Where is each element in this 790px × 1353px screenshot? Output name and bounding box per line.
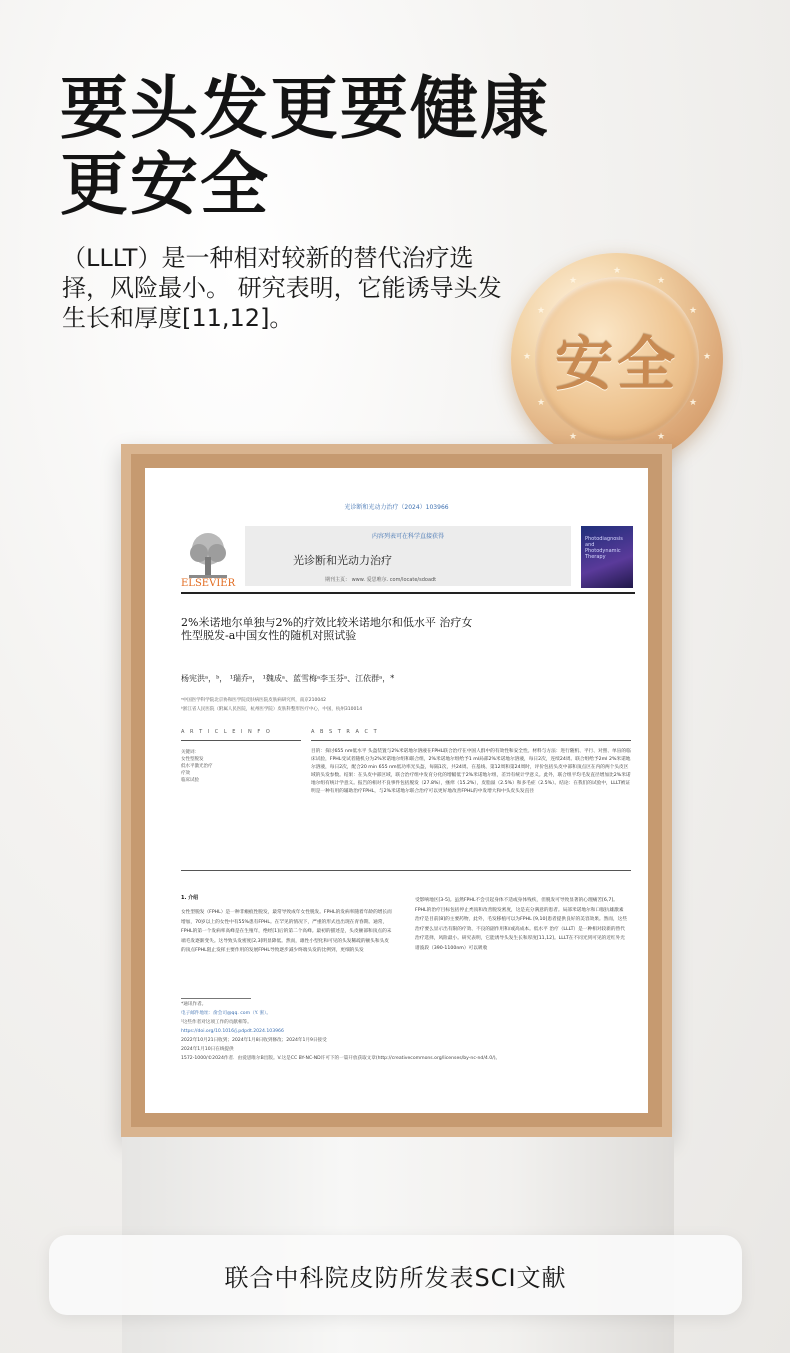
headline-line-2: 更安全 — [60, 146, 271, 225]
footnote-online: 2024年1月10日在线提供 — [181, 1047, 234, 1052]
footnote-doi: https://doi.org/10.1016/j.pdpdt.2024.103966 — [181, 1029, 284, 1034]
keywords: 关键词： 女性型脱发 低水平激光治疗 疗效 临床试验 — [181, 750, 213, 783]
svg-text:★: ★ — [688, 306, 698, 316]
footnote-equal: ¹这些作者对这项工作的贡献相等。 — [181, 1020, 252, 1025]
footnote-license: 1572-1000/©2024作者．由爱思唯尔B出版。V.这是CC BY-NC-ND许可下的一篇开放获取文章(http://creativecommons.org/licenses/by-nc-nd/4.0/)。 — [181, 1056, 501, 1061]
safety-medal — [511, 253, 723, 465]
intro-column-left: 女性型脱发（FPHL）是一种非瘢痕性脱发，最常导致成年女性脱发。FPHL的发病率随着年龄的增长而增加，70岁以上的女性中有55%患有FPHL。在罕见的情况下，严重的形式也出现在青春期。通常，FPHL的第一个发病率高峰是在生殖年，绝经[1]后的第二个高峰。最初的描述是，头皮额部和顶点的末端毛发逐渐变失。这导致头发密度[2,3]明显降低。然而，雄性小型化和可见的头发稀疏的额头和头皮的顶点FPHL阻止发挥主要作用的发展FPHL导致逐步减少终端头发的比例到，更细的头发 — [181, 910, 392, 953]
abstract-text: 目的：探讨655 nm低水平 头盔装置与2%米诺地尔溶液在FPHL联合治疗在中国人群中的有效性和安全性。材料与方法：进行随机、平行、对照、单盲的临床试验，FPHL受试者随机分为2%米诺地尔组和联合组，2%米诺地尔组给予1 ml局部2%米诺地尔溶液，每日2次，连续24周。联合组给予2ml 2%米诺地尔溶液，每日2次，配合20 min 655 nm低功率光头盔，每隔1次，共24周。在基线、第12周和第24周时，评价包括头皮中部和顶点区在内的两个头皮区域的头发参数。结果：在头皮中部区域，联合治疗组中发育分化的增幅低于2%米诺地尔组，差异有统计学意义。此外，联合组平均毛发直径增加比2%米诺地尔组有统计学意义。报告的相对不良事件包括脱发（27.8%），瘙痒（15.2%），皮脂溢（2.5%）和多毛症（2.5%）。结论：在我们的试验中，LLLT被证明是一种有用的辅助治疗FPHL，与2%米诺地尔联合治疗可以更好地改善FPHL的中发增大和中头皮头发直径 — [311, 749, 631, 794]
bottom-caption-bar — [49, 1235, 742, 1315]
journal-cover-title: Photodiagnosis and Photodynamic Therapy — [585, 536, 623, 560]
affiliation-a: ᵃ中国医学科学院北京协和医学院皮肤病医院皮肤病研究所，南京210042 — [181, 698, 326, 703]
article-authors: 杨宪洪ᵃ，ᵇ， ¹瑞乔ᵃ， ¹魏成ᵃ、蓝雪梅ᵃ李玉芬ᵃ、江依群ᵃ，* — [181, 674, 395, 683]
affiliation-b: ᵇ浙江省人民医院（附属人民医院，杭州医学院）皮肤科整形医疗中心，中国，杭州310014 — [181, 707, 363, 712]
affiliations — [181, 696, 621, 714]
journal-banner — [245, 526, 571, 586]
svg-text:★: ★ — [568, 432, 578, 442]
article-info-heading: A R T I C L E I N F O — [181, 729, 272, 735]
svg-text:★: ★ — [656, 276, 666, 286]
article-title: 2%米诺地尔单独与2%的疗效比较米诺地尔和低水平 治疗女性型脱发-a中国女性的随机对照试验 — [181, 616, 473, 642]
journal-cover — [581, 526, 633, 588]
journal-header — [181, 526, 635, 594]
paper-page — [145, 468, 648, 1113]
medal-label: 安全 — [554, 330, 679, 398]
svg-text:★: ★ — [702, 352, 712, 362]
svg-text:★: ★ — [536, 398, 546, 408]
bottom-caption: 联合中科院皮防所发表SCI文献 — [224, 1263, 567, 1292]
svg-text:★: ★ — [688, 398, 698, 408]
svg-text:★: ★ — [522, 352, 532, 362]
svg-text:★: ★ — [536, 306, 546, 316]
subtext: （LLLT）是一种相对较新的替代治疗选择，风险最小。 研究表明，它能诱导头发生长和厚度[11,12]。 — [62, 244, 502, 332]
journal-citation: 光诊断和光动力治疗（2024）103966 — [344, 504, 449, 511]
svg-text:★: ★ — [568, 276, 578, 286]
svg-text:★: ★ — [656, 432, 666, 442]
headline — [60, 72, 550, 224]
footnote-correspondence: *通讯作者。 — [181, 1002, 207, 1007]
svg-text:★: ★ — [612, 266, 622, 276]
elsevier-tree-icon — [181, 526, 235, 586]
intro-column-right: 受影响地区[3-5]。虽然FPHL不会引起身体不适或身体残疾，但脱发可导致显著的心理痛苦[6,7]。FPHL的治疗目标包括停止秃顶和改善脱发密度，这是充分满意的患者。局部米诺地尔和口服抗雄激素治疗是目前[8]的主要药物，此外，毛发移植可以为FPHL [9,10]患者提供良好的美容效果。然而，这些治疗要么显示出有限的疗效、不良的副作用和/或高成本。低水平 治疗（LLLT）是一种相对较新的替代治疗选择，风险最小。研究表明，它能诱导头发生长和厚度[11,12]。LLLT在不同光到可见的近红外光谱波段（390-1100nm）可以吸收 — [415, 898, 628, 951]
contents-link: 内容列表可在科学直接获得 — [371, 533, 444, 540]
publisher-logo-text: ELSEVIER — [181, 578, 236, 589]
journal-name: 光诊断和光动力治疗 — [293, 554, 392, 567]
footnotes — [181, 1000, 641, 1063]
info-rule — [181, 740, 301, 741]
footnote-received: 2022年10月21日收到；2024年1月8日收到修改；2024年1月9日接受 — [181, 1038, 327, 1043]
journal-homepage: 期刊主页： www. 爱思唯尔. com/locate/sdoadt — [325, 577, 437, 583]
abstract-heading: A B S T R A C T — [311, 729, 379, 735]
headline-line-1: 要头发更要健康 — [60, 70, 551, 149]
picture-frame — [121, 444, 672, 1137]
abstract-rule — [311, 740, 631, 741]
intro-heading: 1. 介绍 — [181, 895, 199, 901]
abstract-end-rule — [181, 870, 631, 871]
footnote-email: 电子邮件地址：俞会司@qq. com（Y. 蜜）。 — [181, 1011, 271, 1016]
frame-mat — [131, 454, 662, 1127]
footnote-rule — [181, 998, 251, 999]
